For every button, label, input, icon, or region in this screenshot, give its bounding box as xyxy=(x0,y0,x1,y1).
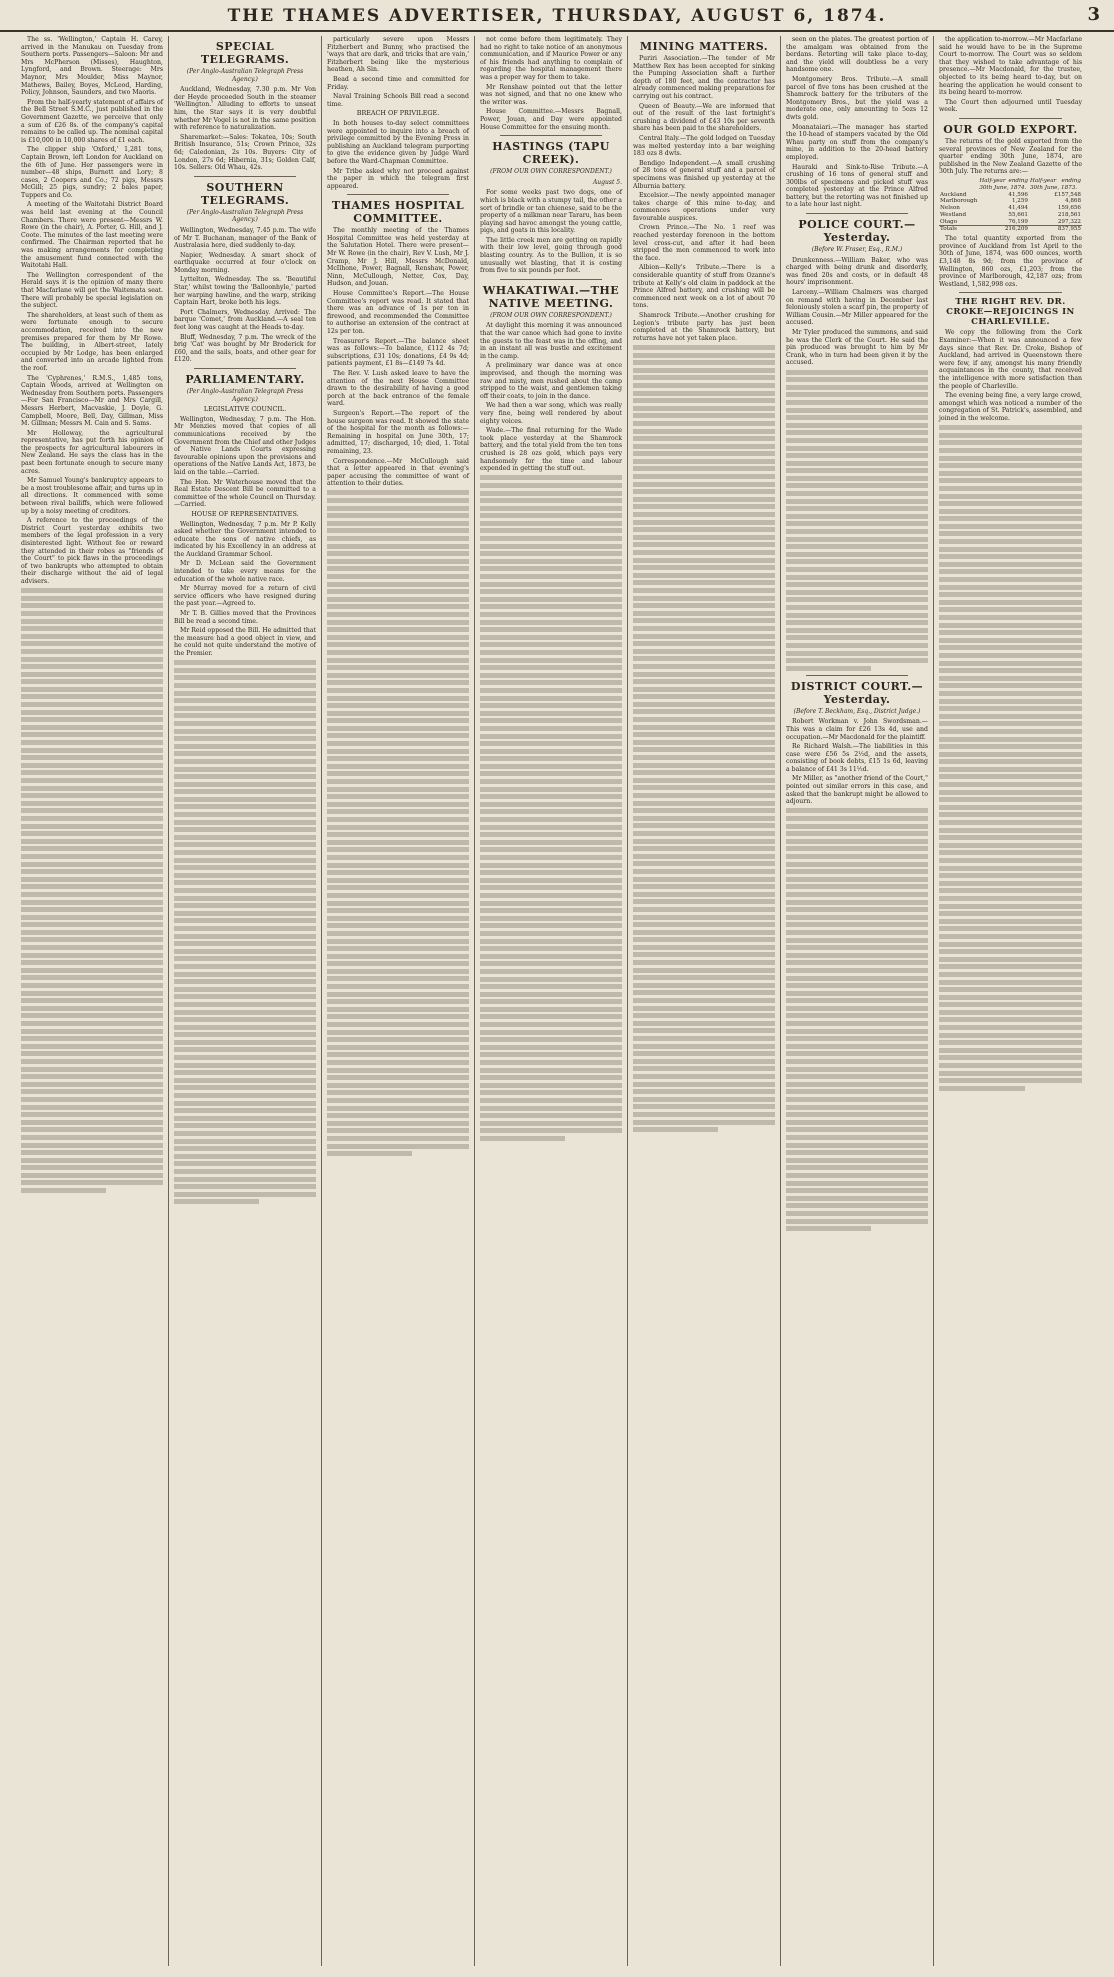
news-paragraph: Wellington, Wednesday, 7.45 p.m. The wife of Mr T. Buchanan, manager of the Bank of Australasia here, died suddenly to-day. xyxy=(174,226,316,250)
table-cell: Nelson xyxy=(940,205,960,212)
news-paragraph: Mr D. McLean said the Government intended to take every means for the education of the whole native race. xyxy=(174,560,316,583)
news-paragraph: The clipper ship 'Oxford,' 1,281 tons, Captain Brown, left London for Auckland on the 6th of June. Her passengers were in number—48 ships, Burnett and Lory; 8 cases, 2 Coopers and Co.; 72 pigs, Messrs McGill; 25 pigs, sundry; 2 bales paper, Tuppers and Co. xyxy=(21,146,163,199)
table-cell: 4,868 xyxy=(1064,198,1081,205)
subhead-breach-of-privilege: BREACH OF PRIVILEGE. xyxy=(356,109,440,118)
news-paragraph: Auckland, Wednesday, 7.30 p.m. Mr Von der Heyde proceeded South in the steamer 'Wellington.' Alluding to efforts to unseat him, the Star says it is very doubtful whether Mr Vogel is not in the same position with reference to naturalization. xyxy=(174,86,316,132)
news-paragraph: For some weeks past two dogs, one of which is black with a stumpy tail, the other a sort of brindle or tan chienese, said to be the property of a milkman near Tararu, has been playing sad havoc amongst the young cattle, pigs, and goats in this locality. xyxy=(480,189,622,235)
table-header: Half-year ending 30th June, 1874. xyxy=(979,177,1028,191)
news-paragraph: The Wellington correspondent of the Herald says it is the opinion of many there that Macfarlane will get the Waitemata seat. There will probably be special legislation on the subject. xyxy=(21,271,163,310)
section-heading-hospital-committee: THAMES HOSPITAL COMMITTEE. xyxy=(331,199,465,226)
news-paragraph: House Committee's Report.—The House Committee's report was read. It stated that there was an advance of 1s per ton in firewood, and recommended the Committee to authorise an extension of the contract at 12s per ton. xyxy=(327,290,469,335)
news-paragraph: Bead a second time and committed for Friday. xyxy=(327,75,469,91)
news-paragraph: Wellington, Wednesday, 7 p.m. Mr P. Kelly asked whether the Government intended to educate the sons of native chiefs, as indicated by his Excellency in an address at the Auckland Grammar School. xyxy=(174,520,316,558)
news-paragraph: Mr Tyler produced the summons, and said he was the Clerk of the Court. He said the pin produced was brought to him by Mr Crank, who in turn had been given it by the accused. xyxy=(786,329,928,367)
news-paragraph: From the half-yearly statement of affairs of the Bell Street S.M.C., just published in the Government Gazette, we perceive that only a sum of £26 8s. of the company's capital remains to be called up. The nominal capital is £10,000 in 10,000 shares of £1 each. xyxy=(21,98,163,144)
news-paragraph: We copy the following from the Cork Examiner:—When it was announced a few days since that Rev. Dr. Croke, Bishop of Auckland, had arrived in Queenstown there were few, if any, amongst his many friendly acquaintances in the county, that received the intelligence with more satisfaction than the people of Charleville. xyxy=(939,329,1082,390)
table-cell: Auckland xyxy=(940,191,967,198)
news-paragraph: not come before them legitimately. They had no right to take notice of an anonymous communication, and if Maurice Power or any of his friends had anything to complain of regarding the hospital management there was a proper way for them to take. xyxy=(480,36,622,81)
text-filler xyxy=(633,345,775,1132)
news-paragraph: Napier, Wednesday. A smart shock of earthquake occurred at four o'clock on Monday morning. xyxy=(174,251,316,274)
news-paragraph: We had then a war song, which was really very fine, being well rendered by about eighty voices. xyxy=(480,402,622,425)
news-paragraph: Mr Holloway, the agricultural representative, has put forth his opinion of the prospects for agricultural labourers in New Zealand. He says the class has in the past been fortunate enough to secure many acres. xyxy=(21,429,163,475)
text-filler xyxy=(786,808,928,1231)
newspaper-columns xyxy=(16,36,1100,1966)
divider xyxy=(194,368,296,369)
divider xyxy=(806,675,908,676)
news-paragraph: The shareholders, at least such of them as were fortunate enough to secure accommodation, received into the new premises prepared for them by Mr Rowe. The building, in Albert-street, lately occupied by Mr Lodge, has been enlarged and converted into an arcade lighted from the roof. xyxy=(21,311,163,372)
table-cell: 297,322 xyxy=(1057,218,1081,225)
text-filler xyxy=(21,588,163,1193)
news-paragraph: particularly severe upon Messrs Fitzherbert and Bunny, who practised the 'ways that are dark, and tricks that are vain,' Fitzherbert being like the mysterious heathen, Ah Sin. xyxy=(327,36,469,74)
table-cell: 216,209 xyxy=(1004,226,1028,233)
table-cell: 218,561 xyxy=(1057,211,1081,218)
table-cell: 41,596 xyxy=(1008,191,1028,198)
divider xyxy=(194,176,296,177)
table-row xyxy=(939,192,1082,199)
news-paragraph: Mr Reid opposed the Bill. He admitted that the measure had a good object in view, and he could not quite understand the motive of the Premier. xyxy=(174,627,316,657)
news-paragraph: A reference to the proceedings of the District Court yesterday exhibits two members of the legal profession in a very disinterested light. Without fee or reward they attended in their robes as "friends of the Court" to pick flaws in the proceedings of two bankrupts who attempted to obtain their discharge without the aid of legal advisers. xyxy=(21,517,163,585)
column-6 xyxy=(781,36,934,1966)
news-paragraph: Mr T. B. Gillies moved that the Provinces Bill be read a second time. xyxy=(174,610,316,625)
news-paragraph: Moanataiari.—The manager has started the 10-head of stampers vacated by the Old Whau party on stuff from the company's mine, in addition to the 20-head battery employed. xyxy=(786,123,928,161)
table-header-row xyxy=(939,178,1082,192)
table-cell: Totals xyxy=(940,226,957,233)
news-paragraph: Bluff, Wednesday, 7 p.m. The wreck of the brig 'Cat' was bought by Mr Broderick for £60, and the sails, boats, and other gear for £120. xyxy=(174,333,316,364)
news-paragraph: The 'Cyphrenes,' R.M.S., 1,485 tons, Captain Woods, arrived at Wellington on Wednesday from Southern ports. Passengers—For San Francisco—Mr and Mrs Cargill, Messrs Herbert, Macvaskie, J. Doyle, G. Campbell, Moore, Bell, Day, Gillman, Miss M. Gillman; Messrs M. Cain and S. Sams. xyxy=(21,374,163,428)
section-subheading: (FROM OUR OWN CORRESPONDENT.) xyxy=(490,311,612,319)
news-paragraph: In both houses to-day select committees were appointed to inquire into a breach of privilege committed by the Evening Press in publishing an Auckland telegram purporting to give the evidence given by Judge Ward before the Ward-Chapman Committee. xyxy=(327,119,469,165)
table-row-totals xyxy=(939,226,1082,233)
news-paragraph: Lyttelton, Wednesday. The ss. 'Beautiful Star,' whilst towing the 'Balloonhyle,' parted her warping hawline, and the warp, striking Captain Hart, broke both his legs. xyxy=(174,276,316,307)
table-cell: Westland xyxy=(940,211,967,218)
subhead-house-of-representatives: HOUSE OF REPRESENTATIVES. xyxy=(191,509,299,518)
divider xyxy=(959,118,1062,119)
news-paragraph: Hauraki and Sink-to-Rise Tribute.—A crushing of 16 tons of general stuff and 300lbs of specimens and picked stuff was completed yesterday at the Prince Alfred battery, but the retorting was not finished up to a late hour last night. xyxy=(786,163,928,209)
table-header xyxy=(939,178,978,192)
news-paragraph: The Court then adjourned until Tuesday week. xyxy=(939,98,1082,114)
news-paragraph: Albion—Kelly's Tribute.—There is a considerable quantity of stuff from Ozanne's tribute at Kelly's old claim in paddock at the Prince Alfred battery, and crushing will be commenced next week on a lot of about 70 tons. xyxy=(633,264,775,310)
news-paragraph: Port Chalmers, Wednesday. Arrived: The barque 'Comet,' from Auckland.—A seal ten feet long was caught at the Heads to-day. xyxy=(174,308,316,332)
news-paragraph: Shamrock Tribute.—Another crushing for Legion's tribute party has just been completed at the Shamrock battery, but returns have not yet taken place. xyxy=(633,312,775,342)
table-cell: 41,494 xyxy=(1008,205,1028,212)
news-paragraph: Sharemarket:—Sales: Tokatea, 10s; South British Insurance, 51s; Crown Prince, 32s 6d; Caledonian, 2s 10s. Buyers: City of London, 27s 6d; Hibernia, 31s; Golden Calf, 10s. Sellers: Old Whau, 42s. xyxy=(174,133,316,172)
divider xyxy=(500,279,602,280)
table-header: Half-year ending 30th June, 1873. xyxy=(1029,177,1081,191)
table-cell: 55,661 xyxy=(1008,211,1028,218)
table-row xyxy=(939,212,1082,219)
section-heading-district-court: DISTRICT COURT.—Yesterday. xyxy=(790,679,924,706)
newspaper-title: THE THAMES ADVERTISER, THURSDAY, AUGUST 6, 1874. xyxy=(227,6,887,26)
news-paragraph: Crown Prince.—The No. 1 reef was reached yesterday forenoon in the bottom level cross-cut, and after it had been stripped the men commenced to work into the face. xyxy=(633,224,775,262)
news-paragraph: The evening being fine, a very large crowd, amongst which was noticed a number of the congregation of St. Patrick's, assembled, and joined in the welcome. xyxy=(939,392,1082,422)
divider xyxy=(347,194,449,195)
table-row xyxy=(939,219,1082,226)
news-paragraph: The returns of the gold exported from the several provinces of New Zealand for the quarter ending 30th June, 1874, are published in the New Zealand Gazette of the 30th July. The returns are:— xyxy=(939,137,1082,176)
news-paragraph: The little creek men are getting on rapidly with their low level, going through good blasting country. As to the Bullion, it is so unusually wet blasting, that it is costing from five to six pounds per foot. xyxy=(480,236,622,275)
news-paragraph: Queen of Beauty.—We are informed that out of the result of the last fortnight's crushing a dividend of £43 10s per seventh share has been paid to the shareholders. xyxy=(633,102,775,133)
masthead xyxy=(0,0,1114,32)
table-row xyxy=(939,198,1082,205)
news-paragraph: The ss. 'Wellington,' Captain H. Carey, arrived in the Manukau on Tuesday from Southern ports. Passengers—Saloon: Mr and Mrs McPherson (Misses), Haughton, Lyngford, and Brown. Steerage: Mrs Maynor, Mrs Moulder, Miss Maynor, Mathews, Bailey, Boyes, McLeod, Harding, Policy, Johnson, Saunders, and two Maoris. xyxy=(21,36,163,97)
news-paragraph: Excelsior.—The newly appointed manager takes charge of this mine to-day, and commences operations under very favourable auspices. xyxy=(633,192,775,222)
news-paragraph: A preliminary war dance was at once improvised, and though the morning was raw and misty, men rushed about the camp stripped to the waist, and gentlemen taking off their coats, to join in the dance. xyxy=(480,362,622,400)
section-subheading: (Per Anglo-Australian Telegraph Press Agency.) xyxy=(186,388,304,403)
section-subheading: (FROM OUR OWN CORRESPONDENT.) xyxy=(490,168,612,176)
divider xyxy=(500,135,602,136)
news-paragraph: seen on the plates. The greatest portion of the amalgam was obtained from the berdans. Retorting will take place to-day, and the yield will doubtless be a very handsome one. xyxy=(786,36,928,74)
section-subheading: (Per Anglo-Australian Telegraph Press Agency.) xyxy=(186,208,304,224)
table-cell: 76,199 xyxy=(1008,218,1028,225)
news-paragraph: Mr Murray moved for a return of civil service officers who have resigned during the past year.—Agreed to. xyxy=(174,585,316,608)
news-paragraph: Central Italy.—The gold lodged on Tuesday was melted yesterday into a bar weighing 183 ozs 8 dwts. xyxy=(633,134,775,158)
divider xyxy=(806,213,908,214)
table-cell: Marlborough xyxy=(940,198,978,205)
news-paragraph: Puriri Association.—The tender of Mr Matthew Rex has been accepted for sinking the Pumping Association shaft a further depth of 180 feet, and the contractor has already commenced making preparations for carrying out his contract. xyxy=(633,55,775,100)
news-paragraph: The Hon. Mr Waterhouse moved that the Real Estate Descent Bill be committed to a committee of the whole Council on Thursday.—Carried. xyxy=(174,478,316,509)
news-paragraph: A meeting of the Waitotahi District Board was held last evening at the Council Chambers. There were present—Messrs W. Rowe (in the chair), A. Porter, G. Hill, and J. Coote. The minutes of the last meeting were confirmed. The Chairman reported that he was making arrangements for completing the amusement fund connected with the Waitotahi Hall. xyxy=(21,201,163,270)
news-paragraph: Treasurer's Report.—The balance sheet was as follows:—To balance, £112 4s 7d; subscriptions, £31 10s; donations, £4 9s 4d; patients payment, £1 8s—£149 7s 4d. xyxy=(327,337,469,368)
text-filler xyxy=(480,475,622,1141)
dateline: August 5. xyxy=(592,178,622,186)
column-3 xyxy=(322,36,475,1966)
text-filler xyxy=(327,490,469,1156)
news-paragraph: Mr Tribe asked why not proceed against the paper in which the telegram first appeared. xyxy=(327,167,469,190)
news-paragraph: Robert Workman v. John Swordsman.—This was a claim for £26 13s 4d, use and occupation.—Mr Macdonald for the plaintiff. xyxy=(786,718,928,741)
subhead-legislative-council: LEGISLATIVE COUNCIL. xyxy=(203,405,287,414)
news-paragraph: Wade.—The final returning for the Wade took place yesterday at the Shamrock battery, and the total yield from the ten tons crushed is 28 ozs gold, which pays very handsomely for the time and labour expended in getting the stuff out. xyxy=(480,427,622,473)
news-paragraph: Re Richard Walsh.—The liabilities in this case were £56 5s 2½d, and the assets, consisting of book debts, £15 1s 6d, leaving a balance of £41 3s 11½d. xyxy=(786,743,928,773)
news-paragraph: Drunkenness.—William Baker, who was charged with being drunk and disorderly, was fined 20s and costs, or in default 48 hours' imprisonment. xyxy=(786,256,928,287)
news-paragraph: At daylight this morning it was announced that the war canoe which had gone to invite the guests to the feast was in the offing, and in an instant all was bustle and excitement in the camp. xyxy=(480,322,622,360)
table-cell: Otago xyxy=(940,218,958,225)
news-paragraph: Larceny.—William Chalmers was charged on remand with having in December last feloniously stolen a scarf pin, the property of William Cousin.—Mr Miller appeared for the accused. xyxy=(786,289,928,327)
news-paragraph: Mr Renshaw pointed out that the letter was not signed, and that no one knew who the writer was. xyxy=(480,83,622,106)
column-4 xyxy=(475,36,628,1966)
column-2 xyxy=(169,36,322,1966)
news-paragraph: Naval Training Schools Bill read a second time. xyxy=(327,93,469,108)
table-cell: 159,656 xyxy=(1057,205,1081,212)
gold-export-table xyxy=(939,178,1082,233)
news-paragraph: Correspondence.—Mr McCullough said that a letter appeared in that evening's paper accusing the committee of want of attention to their duties. xyxy=(327,457,469,488)
news-paragraph: The total quantity exported from the province of Auckland from 1st April to the 30th of June, 1874, was 600 ounces, worth £3,148 8s 9d; from the province of Wellington, 860 ozs, £1,203; from the province of Marlborough, 42,187 ozs; from Westland, 1,582,998 ozs. xyxy=(939,235,1082,288)
news-paragraph: Wellington, Wednesday, 7 p.m. The Hon. Mr Menzies moved that copies of all communications received by the Government from the Chief and other Judges of Native Lands Courts expressing favourable opinions upon the provisions and operations of the Native Lands Act, 1873, be laid on the table.—Carried. xyxy=(174,415,316,476)
news-paragraph: Mr Samuel Young's bankruptcy appears to be a most troublesome affair, and turns up in all directions. It commenced with some between rival bailiffs, which were followed up by a noisy meeting of creditors. xyxy=(21,477,163,515)
news-paragraph: The Rev. V. Lush asked leave to have the attention of the next House Committee drawn to the desirability of having a good porch at the back entrance of the female ward. xyxy=(327,369,469,408)
column-1 xyxy=(16,36,169,1966)
text-filler xyxy=(786,370,928,671)
section-heading-gold-export: OUR GOLD EXPORT. xyxy=(943,122,1078,136)
section-heading-parliamentary: PARLIAMENTARY. xyxy=(185,373,305,386)
section-heading-whakatiwai: WHAKATIWAI.—THE NATIVE MEETING. xyxy=(482,283,620,310)
text-filler xyxy=(939,425,1082,1091)
section-heading-hastings: HASTINGS (TAPU CREEK). xyxy=(492,140,610,167)
section-heading-police-court: POLICE COURT.—Yesterday. xyxy=(798,218,916,245)
table-row xyxy=(939,205,1082,212)
table-cell: 1,259 xyxy=(1011,198,1028,205)
table-cell: 837,955 xyxy=(1057,226,1081,233)
table-cell: £157,548 xyxy=(1054,191,1081,198)
news-paragraph: House Committee.—Messrs Bagnall, Power, Jouan, and Day were appointed House Committee for the ensuing month. xyxy=(480,108,622,131)
text-filler xyxy=(174,660,316,1204)
section-subheading: (Before W. Fraser, Esq., R.M.) xyxy=(811,246,903,254)
news-paragraph: Bendigo Independent.—A small crushing of 28 tons of general stuff and a parcel of specimens was finished up yesterday at the Alburnia battery. xyxy=(633,159,775,190)
column-7 xyxy=(934,36,1087,1966)
section-subheading: (Per Anglo-Australian Telegraph Press Agency.) xyxy=(186,68,304,83)
section-heading-mining-matters: MINING MATTERS. xyxy=(639,40,769,53)
news-paragraph: the application to-morrow.—Mr Macfarlane said he would have to be in the Supreme Court to-morrow. The Court was so seldom that they wished to take advantage of his presence.—Mr Macdonald, for the trustee, objected to its being heard to-day, but on hearing the application he would consent to its being heard to-morrow. xyxy=(939,36,1082,97)
news-paragraph: The monthly meeting of the Thames Hospital Committee was held yesterday at the Salutation Hotel. There were present—Mr W. Rowe (in the chair), Rev V. Lush, Mr J. Cramp, Mr J. Hill, Messrs McDonald, McIlhone, Power, Bagnall, Renshaw, Power, Ninn, McCullough, Netter, Cox, Day, Hudson, and Jouan. xyxy=(327,227,469,288)
section-heading-southern-telegrams: SOUTHERN TELEGRAMS. xyxy=(200,180,290,207)
news-paragraph: Mr Miller, as "another friend of the Court," pointed out similar errors in this case, and asked that the bankrupt might be allowed to adjourn. xyxy=(786,775,928,806)
section-subheading: (Before T. Beckham, Esq., District Judge.) xyxy=(793,707,921,715)
page-number: 3 xyxy=(1087,4,1100,25)
news-paragraph: Surgeon's Report.—The report of the house surgeon was read. It showed the state of the hospital for the month as follows:—Remaining in hospital on June 30th, 17; admitted, 17; discharged, 10; died, 1. Total remaining, 23. xyxy=(327,409,469,455)
section-heading-dr-croke: THE RIGHT REV. DR. CROKE—REJOICINGS IN CHARLEVILLE. xyxy=(946,297,1075,328)
news-paragraph: Montgomery Bros. Tribute.—A small parcel of five tons has been crushed at the Shamrock battery for the tributers of the Montgomery Bros., but the yield was a moderate one, only amounting to 5ozs 12 dwts gold. xyxy=(786,75,928,121)
section-heading-special-telegrams: SPECIAL TELEGRAMS. xyxy=(200,40,290,66)
divider xyxy=(959,292,1062,293)
column-5 xyxy=(628,36,781,1966)
